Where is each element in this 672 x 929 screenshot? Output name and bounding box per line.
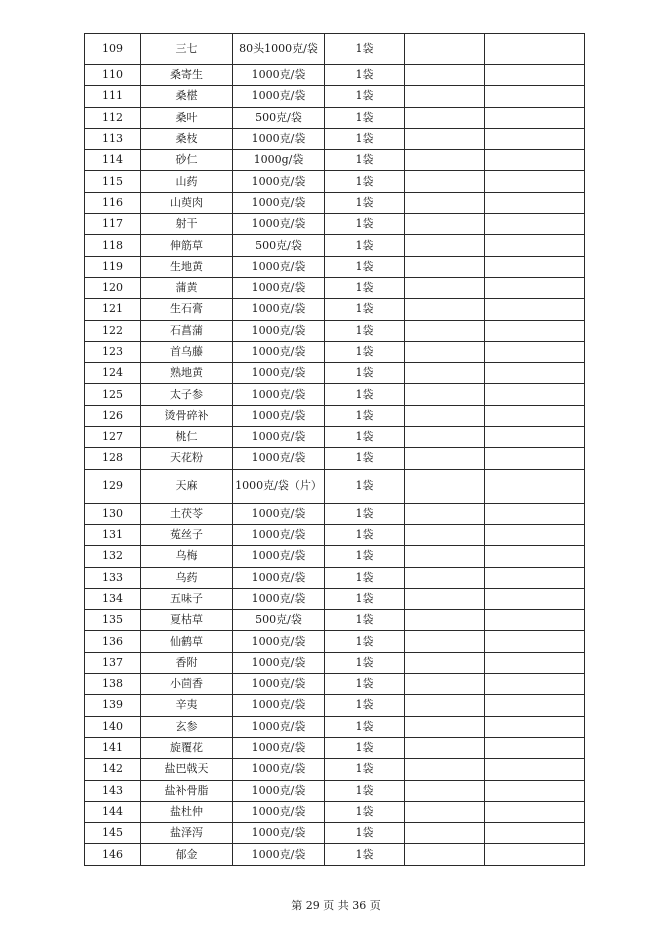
table-row <box>85 610 585 631</box>
medicine-list-table <box>84 33 585 866</box>
item-spec: 1000克/袋 <box>233 448 325 469</box>
table-row <box>85 235 585 256</box>
table-row <box>85 427 585 448</box>
blank-cell <box>405 823 485 844</box>
item-spec: 1000克/袋 <box>233 716 325 737</box>
item-name: 石菖蒲 <box>141 320 233 341</box>
table-body <box>85 34 585 866</box>
item-spec: 1000克/袋 <box>233 844 325 865</box>
item-spec: 500克/袋 <box>233 610 325 631</box>
table-row <box>85 674 585 695</box>
item-name: 生石膏 <box>141 299 233 320</box>
item-quantity: 1袋 <box>325 716 405 737</box>
row-number: 143 <box>85 780 141 801</box>
table-row <box>85 128 585 149</box>
blank-cell <box>485 844 585 865</box>
table-row <box>85 588 585 609</box>
blank-cell <box>485 823 585 844</box>
item-quantity: 1袋 <box>325 65 405 86</box>
blank-cell <box>485 299 585 320</box>
blank-cell <box>485 652 585 673</box>
table-row <box>85 214 585 235</box>
row-number: 145 <box>85 823 141 844</box>
blank-cell <box>485 86 585 107</box>
item-name: 夏枯草 <box>141 610 233 631</box>
item-name: 盐杜仲 <box>141 801 233 822</box>
blank-cell <box>405 716 485 737</box>
item-name: 山萸肉 <box>141 192 233 213</box>
row-number: 138 <box>85 674 141 695</box>
item-spec: 1000克/袋 <box>233 631 325 652</box>
blank-cell <box>485 34 585 65</box>
item-quantity: 1袋 <box>325 171 405 192</box>
blank-cell <box>485 567 585 588</box>
row-number: 129 <box>85 469 141 503</box>
blank-cell <box>405 171 485 192</box>
item-name: 桑椹 <box>141 86 233 107</box>
blank-cell <box>405 610 485 631</box>
table-row <box>85 759 585 780</box>
table-row <box>85 801 585 822</box>
blank-cell <box>485 503 585 524</box>
table-row <box>85 823 585 844</box>
row-number: 135 <box>85 610 141 631</box>
blank-cell <box>485 610 585 631</box>
item-quantity: 1袋 <box>325 277 405 298</box>
blank-cell <box>405 780 485 801</box>
table-row <box>85 567 585 588</box>
item-quantity: 1袋 <box>325 107 405 128</box>
blank-cell <box>485 214 585 235</box>
blank-cell <box>405 524 485 545</box>
blank-cell <box>405 192 485 213</box>
blank-cell <box>405 384 485 405</box>
table-row <box>85 341 585 362</box>
item-spec: 1000克/袋 <box>233 299 325 320</box>
row-number: 140 <box>85 716 141 737</box>
item-spec: 1000克/袋 <box>233 801 325 822</box>
blank-cell <box>405 448 485 469</box>
blank-cell <box>405 86 485 107</box>
blank-cell <box>405 277 485 298</box>
blank-cell <box>485 737 585 758</box>
table-row <box>85 405 585 426</box>
item-quantity: 1袋 <box>325 128 405 149</box>
item-name: 小茴香 <box>141 674 233 695</box>
blank-cell <box>405 363 485 384</box>
item-name: 郁金 <box>141 844 233 865</box>
blank-cell <box>405 34 485 65</box>
item-spec: 1000g/袋 <box>233 150 325 171</box>
item-spec: 1000克/袋 <box>233 128 325 149</box>
blank-cell <box>405 320 485 341</box>
row-number: 124 <box>85 363 141 384</box>
item-quantity: 1袋 <box>325 801 405 822</box>
table-row <box>85 65 585 86</box>
blank-cell <box>485 235 585 256</box>
row-number: 115 <box>85 171 141 192</box>
blank-cell <box>485 341 585 362</box>
row-number: 123 <box>85 341 141 362</box>
item-spec: 1000克/袋 <box>233 737 325 758</box>
item-spec: 1000克/袋 <box>233 427 325 448</box>
table-row <box>85 695 585 716</box>
table-row <box>85 107 585 128</box>
item-name: 太子参 <box>141 384 233 405</box>
item-name: 天麻 <box>141 469 233 503</box>
item-spec: 1000克/袋 <box>233 171 325 192</box>
table-row <box>85 652 585 673</box>
blank-cell <box>405 844 485 865</box>
row-number: 132 <box>85 546 141 567</box>
item-name: 射干 <box>141 214 233 235</box>
item-spec: 1000克/袋 <box>233 405 325 426</box>
row-number: 126 <box>85 405 141 426</box>
blank-cell <box>485 107 585 128</box>
table-row <box>85 546 585 567</box>
item-spec: 1000克/袋 <box>233 524 325 545</box>
blank-cell <box>485 695 585 716</box>
item-quantity: 1袋 <box>325 695 405 716</box>
blank-cell <box>485 320 585 341</box>
blank-cell <box>405 341 485 362</box>
row-number: 134 <box>85 588 141 609</box>
table-row <box>85 86 585 107</box>
blank-cell <box>485 256 585 277</box>
item-spec: 1000克/袋 <box>233 384 325 405</box>
row-number: 146 <box>85 844 141 865</box>
row-number: 127 <box>85 427 141 448</box>
row-number: 128 <box>85 448 141 469</box>
item-name: 旋覆花 <box>141 737 233 758</box>
item-name: 烫骨碎补 <box>141 405 233 426</box>
item-spec: 1000克/袋 <box>233 695 325 716</box>
blank-cell <box>485 65 585 86</box>
blank-cell <box>405 107 485 128</box>
item-name: 盐巴戟天 <box>141 759 233 780</box>
item-spec: 1000克/袋 <box>233 674 325 695</box>
item-quantity: 1袋 <box>325 631 405 652</box>
table-row <box>85 277 585 298</box>
row-number: 131 <box>85 524 141 545</box>
item-name: 桃仁 <box>141 427 233 448</box>
item-spec: 1000克/袋 <box>233 780 325 801</box>
item-name: 首乌藤 <box>141 341 233 362</box>
row-number: 116 <box>85 192 141 213</box>
item-name: 玄参 <box>141 716 233 737</box>
item-spec: 80头1000克/袋 <box>233 34 325 65</box>
item-quantity: 1袋 <box>325 405 405 426</box>
blank-cell <box>485 405 585 426</box>
table-row <box>85 34 585 65</box>
blank-cell <box>405 695 485 716</box>
row-number: 119 <box>85 256 141 277</box>
blank-cell <box>405 759 485 780</box>
table-row <box>85 299 585 320</box>
row-number: 111 <box>85 86 141 107</box>
blank-cell <box>485 780 585 801</box>
item-spec: 1000克/袋 <box>233 256 325 277</box>
table-row <box>85 844 585 865</box>
blank-cell <box>405 469 485 503</box>
row-number: 121 <box>85 299 141 320</box>
blank-cell <box>485 588 585 609</box>
row-number: 133 <box>85 567 141 588</box>
item-quantity: 1袋 <box>325 652 405 673</box>
blank-cell <box>485 546 585 567</box>
item-name: 伸筋草 <box>141 235 233 256</box>
blank-cell <box>405 503 485 524</box>
row-number: 120 <box>85 277 141 298</box>
item-name: 盐泽泻 <box>141 823 233 844</box>
item-spec: 1000克/袋 <box>233 652 325 673</box>
blank-cell <box>405 652 485 673</box>
table-row <box>85 524 585 545</box>
item-spec: 1000克/袋 <box>233 588 325 609</box>
item-quantity: 1袋 <box>325 844 405 865</box>
table-row <box>85 320 585 341</box>
row-number: 125 <box>85 384 141 405</box>
row-number: 110 <box>85 65 141 86</box>
table-row <box>85 363 585 384</box>
item-spec: 1000克/袋 <box>233 65 325 86</box>
table-row <box>85 503 585 524</box>
item-name: 熟地黄 <box>141 363 233 384</box>
blank-cell <box>485 448 585 469</box>
blank-cell <box>405 214 485 235</box>
item-name: 乌药 <box>141 567 233 588</box>
item-name: 菟丝子 <box>141 524 233 545</box>
item-quantity: 1袋 <box>325 235 405 256</box>
item-quantity: 1袋 <box>325 214 405 235</box>
row-number: 139 <box>85 695 141 716</box>
row-number: 118 <box>85 235 141 256</box>
blank-cell <box>485 192 585 213</box>
blank-cell <box>485 277 585 298</box>
item-quantity: 1袋 <box>325 86 405 107</box>
item-quantity: 1袋 <box>325 320 405 341</box>
row-number: 144 <box>85 801 141 822</box>
blank-cell <box>405 588 485 609</box>
row-number: 122 <box>85 320 141 341</box>
item-quantity: 1袋 <box>325 384 405 405</box>
item-quantity: 1袋 <box>325 341 405 362</box>
item-name: 仙鹤草 <box>141 631 233 652</box>
item-quantity: 1袋 <box>325 150 405 171</box>
item-spec: 500克/袋 <box>233 235 325 256</box>
item-quantity: 1袋 <box>325 256 405 277</box>
blank-cell <box>485 363 585 384</box>
item-name: 香附 <box>141 652 233 673</box>
item-spec: 1000克/袋 <box>233 759 325 780</box>
item-quantity: 1袋 <box>325 737 405 758</box>
row-number: 109 <box>85 34 141 65</box>
item-spec: 1000克/袋 <box>233 341 325 362</box>
table-row <box>85 469 585 503</box>
item-spec: 1000克/袋 <box>233 546 325 567</box>
item-quantity: 1袋 <box>325 34 405 65</box>
blank-cell <box>485 469 585 503</box>
blank-cell <box>485 801 585 822</box>
blank-cell <box>485 384 585 405</box>
item-name: 土茯苓 <box>141 503 233 524</box>
item-spec: 1000克/袋 <box>233 277 325 298</box>
item-name: 生地黄 <box>141 256 233 277</box>
table-row <box>85 737 585 758</box>
item-quantity: 1袋 <box>325 503 405 524</box>
blank-cell <box>485 759 585 780</box>
item-quantity: 1袋 <box>325 299 405 320</box>
page-footer: 第 29 页 共 36 页 <box>291 899 381 912</box>
blank-cell <box>485 716 585 737</box>
row-number: 136 <box>85 631 141 652</box>
item-spec: 1000克/袋（片） <box>233 469 325 503</box>
table-row <box>85 171 585 192</box>
item-spec: 1000克/袋 <box>233 320 325 341</box>
blank-cell <box>405 235 485 256</box>
item-spec: 1000克/袋 <box>233 192 325 213</box>
item-name: 桑寄生 <box>141 65 233 86</box>
item-quantity: 1袋 <box>325 674 405 695</box>
item-spec: 500克/袋 <box>233 107 325 128</box>
blank-cell <box>485 128 585 149</box>
item-quantity: 1袋 <box>325 759 405 780</box>
row-number: 137 <box>85 652 141 673</box>
blank-cell <box>405 65 485 86</box>
item-quantity: 1袋 <box>325 192 405 213</box>
item-spec: 1000克/袋 <box>233 214 325 235</box>
blank-cell <box>405 128 485 149</box>
blank-cell <box>405 405 485 426</box>
row-number: 130 <box>85 503 141 524</box>
table-row <box>85 448 585 469</box>
item-quantity: 1袋 <box>325 780 405 801</box>
item-name: 三七 <box>141 34 233 65</box>
blank-cell <box>485 524 585 545</box>
item-spec: 1000克/袋 <box>233 567 325 588</box>
item-quantity: 1袋 <box>325 427 405 448</box>
blank-cell <box>485 150 585 171</box>
item-name: 辛夷 <box>141 695 233 716</box>
table-row <box>85 192 585 213</box>
item-name: 天花粉 <box>141 448 233 469</box>
blank-cell <box>405 256 485 277</box>
table-row <box>85 716 585 737</box>
blank-cell <box>405 299 485 320</box>
item-name: 盐补骨脂 <box>141 780 233 801</box>
row-number: 117 <box>85 214 141 235</box>
table-row <box>85 256 585 277</box>
item-name: 乌梅 <box>141 546 233 567</box>
item-name: 蒲黄 <box>141 277 233 298</box>
row-number: 142 <box>85 759 141 780</box>
row-number: 141 <box>85 737 141 758</box>
blank-cell <box>485 427 585 448</box>
table-row <box>85 384 585 405</box>
item-quantity: 1袋 <box>325 524 405 545</box>
blank-cell <box>405 801 485 822</box>
item-spec: 1000克/袋 <box>233 363 325 384</box>
blank-cell <box>485 631 585 652</box>
blank-cell <box>405 427 485 448</box>
blank-cell <box>405 737 485 758</box>
row-number: 112 <box>85 107 141 128</box>
blank-cell <box>405 150 485 171</box>
item-name: 山药 <box>141 171 233 192</box>
row-number: 113 <box>85 128 141 149</box>
item-quantity: 1袋 <box>325 469 405 503</box>
item-quantity: 1袋 <box>325 363 405 384</box>
item-quantity: 1袋 <box>325 610 405 631</box>
item-quantity: 1袋 <box>325 448 405 469</box>
blank-cell <box>485 171 585 192</box>
item-spec: 1000克/袋 <box>233 503 325 524</box>
item-spec: 1000克/袋 <box>233 823 325 844</box>
table-row <box>85 780 585 801</box>
blank-cell <box>405 631 485 652</box>
item-quantity: 1袋 <box>325 823 405 844</box>
item-name: 桑枝 <box>141 128 233 149</box>
blank-cell <box>485 674 585 695</box>
table-row <box>85 631 585 652</box>
item-quantity: 1袋 <box>325 546 405 567</box>
item-quantity: 1袋 <box>325 567 405 588</box>
blank-cell <box>405 546 485 567</box>
row-number: 114 <box>85 150 141 171</box>
table-row <box>85 150 585 171</box>
blank-cell <box>405 674 485 695</box>
blank-cell <box>405 567 485 588</box>
item-quantity: 1袋 <box>325 588 405 609</box>
item-name: 五味子 <box>141 588 233 609</box>
item-spec: 1000克/袋 <box>233 86 325 107</box>
item-name: 砂仁 <box>141 150 233 171</box>
item-name: 桑叶 <box>141 107 233 128</box>
